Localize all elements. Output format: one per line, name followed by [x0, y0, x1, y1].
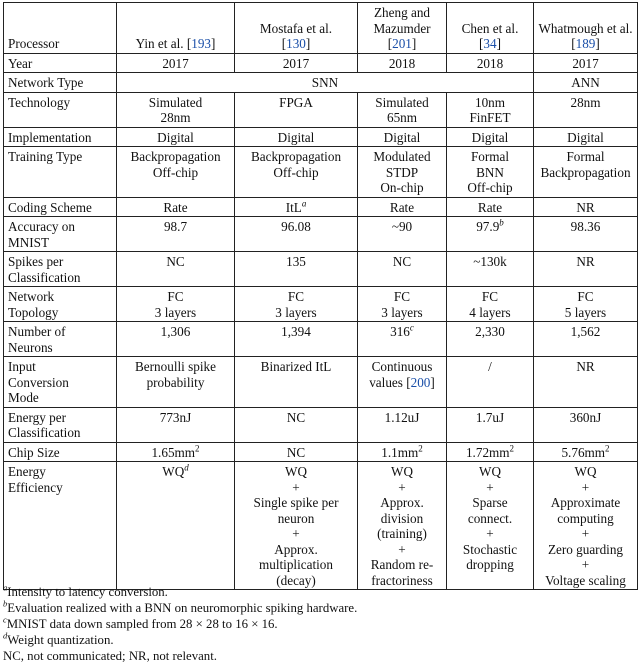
- row-topology: [4, 287, 638, 322]
- cell: Continuous values [200]: [358, 357, 447, 408]
- cell: 360nJ: [534, 407, 638, 442]
- cell: Binarized ItL: [235, 357, 358, 408]
- cell: NC: [117, 252, 235, 287]
- cell: Simulated 65nm: [358, 92, 447, 127]
- cell: Digital: [447, 127, 534, 147]
- cell: ~130k: [447, 252, 534, 287]
- label-chip-size: Chip Size: [4, 442, 117, 462]
- cell: Backpropagation Off-chip: [235, 147, 358, 198]
- cell: 2017: [117, 53, 235, 73]
- cell: 98.36: [534, 217, 638, 252]
- label-energy: Energy per Classification: [4, 407, 117, 442]
- cell: WQ + Approximate computing + Zero guarding + Voltage scaling: [534, 462, 638, 590]
- header-yin: Yin et al. [193]: [117, 3, 235, 54]
- cell: Digital: [358, 127, 447, 147]
- cell: NC: [235, 442, 358, 462]
- cell: $WQ^d$: [117, 462, 235, 590]
- cell: Rate: [447, 197, 534, 217]
- label-coding-scheme: Coding Scheme: [4, 197, 117, 217]
- footnote-b: $^b$Evaluation realized with a BNN on neuromorphic spiking hardware.: [3, 598, 358, 615]
- cell: 1,306: [117, 322, 235, 357]
- label-technology: Technology: [4, 92, 117, 127]
- cell: ~90: [358, 217, 447, 252]
- row-spikes: [4, 252, 638, 287]
- header-mostafa: Mostafa et al. [130]: [235, 3, 358, 54]
- header-row: [4, 3, 638, 54]
- cell: 1.7uJ: [447, 407, 534, 442]
- cell: WQ + Single spike per neuron + Approx. multiplication (decay): [235, 462, 358, 590]
- cell-snn: SNN: [117, 73, 534, 93]
- cell: 2018: [447, 53, 534, 73]
- cell: NC: [235, 407, 358, 442]
- row-chip-size: [4, 442, 638, 462]
- cell: 28nm: [534, 92, 638, 127]
- cell-ann: ANN: [534, 73, 638, 93]
- cell: Rate: [358, 197, 447, 217]
- cell: 98.7: [117, 217, 235, 252]
- footnotes: [3, 584, 357, 664]
- cell: 773nJ: [117, 407, 235, 442]
- label-efficiency: Energy Efficiency: [4, 462, 117, 590]
- row-neurons: [4, 322, 638, 357]
- cell: 2,330: [447, 322, 534, 357]
- label-year: Year: [4, 53, 117, 73]
- cell: Formal Backpropagation: [534, 147, 638, 198]
- label-neurons: Number of Neurons: [4, 322, 117, 357]
- row-implementation: [4, 127, 638, 147]
- cell: FC 3 layers: [117, 287, 235, 322]
- cell: 1.12uJ: [358, 407, 447, 442]
- row-efficiency: [4, 462, 638, 590]
- cell: Modulated STDP On-chip: [358, 147, 447, 198]
- cell: /: [447, 357, 534, 408]
- cell: Formal BNN Off-chip: [447, 147, 534, 198]
- cell: $5.76mm^2$: [534, 442, 638, 462]
- cell: FC 3 layers: [235, 287, 358, 322]
- cell: Rate: [117, 197, 235, 217]
- abbreviations: NC, not communicated; NR, not relevant.: [3, 649, 217, 663]
- header-zheng: Zheng and Mazumder [201]: [358, 3, 447, 54]
- row-energy: [4, 407, 638, 442]
- cell: Simulated 28nm: [117, 92, 235, 127]
- cell: WQ + Approx. division (training) + Random re- fractoriness: [358, 462, 447, 590]
- label-implementation: Implementation: [4, 127, 117, 147]
- cell: Digital: [534, 127, 638, 147]
- cell: 135: [235, 252, 358, 287]
- cell: NR: [534, 252, 638, 287]
- cell: $1.65mm^2$: [117, 442, 235, 462]
- cell: FPGA: [235, 92, 358, 127]
- cell: FC 3 layers: [358, 287, 447, 322]
- header-processor: Processor: [4, 3, 117, 54]
- header-whatmough: Whatmough et al. [189]: [534, 3, 638, 54]
- row-network-type: [4, 73, 638, 93]
- cell: 97.9$^b$: [447, 217, 534, 252]
- cell: $1.1mm^2$: [358, 442, 447, 462]
- cell: WQ + Sparse connect. + Stochastic dropping: [447, 462, 534, 590]
- label-spikes: Spikes per Classification: [4, 252, 117, 287]
- cell: FC 5 layers: [534, 287, 638, 322]
- row-coding-scheme: [4, 197, 638, 217]
- cell: Digital: [235, 127, 358, 147]
- row-year: [4, 53, 638, 73]
- label-network-type: Network Type: [4, 73, 117, 93]
- cell: NR: [534, 357, 638, 408]
- cell: 316$^c$: [358, 322, 447, 357]
- header-chen: Chen et al. [34]: [447, 3, 534, 54]
- footnote-d: $^d$Weight quantization.: [3, 630, 114, 647]
- row-technology: [4, 92, 638, 127]
- cell: 10nm FinFET: [447, 92, 534, 127]
- cell: Backpropagation Off-chip: [117, 147, 235, 198]
- row-training-type: [4, 147, 638, 198]
- comparison-table: [3, 2, 638, 590]
- cell: 2017: [235, 53, 358, 73]
- cell: NR: [534, 197, 638, 217]
- footnote-a: $^a$Intensity to latency conversion.: [3, 582, 168, 599]
- cell: FC 4 layers: [447, 287, 534, 322]
- cell: $1.72mm^2$: [447, 442, 534, 462]
- label-training-type: Training Type: [4, 147, 117, 198]
- cell: ItL$^a$: [235, 197, 358, 217]
- cell: NC: [358, 252, 447, 287]
- footnote-c: $^c$MNIST data down sampled from 28 × 28 to 16 × 16.: [3, 614, 278, 631]
- cell: 2018: [358, 53, 447, 73]
- cell: 2017: [534, 53, 638, 73]
- label-accuracy: Accuracy on MNIST: [4, 217, 117, 252]
- label-input-conversion: Input Conversion Mode: [4, 357, 117, 408]
- cell: 1,394: [235, 322, 358, 357]
- row-accuracy: [4, 217, 638, 252]
- cell: Bernoulli spike probability: [117, 357, 235, 408]
- row-input-conversion: [4, 357, 638, 408]
- cell: Digital: [117, 127, 235, 147]
- cell: 96.08: [235, 217, 358, 252]
- label-topology: Network Topology: [4, 287, 117, 322]
- cell: 1,562: [534, 322, 638, 357]
